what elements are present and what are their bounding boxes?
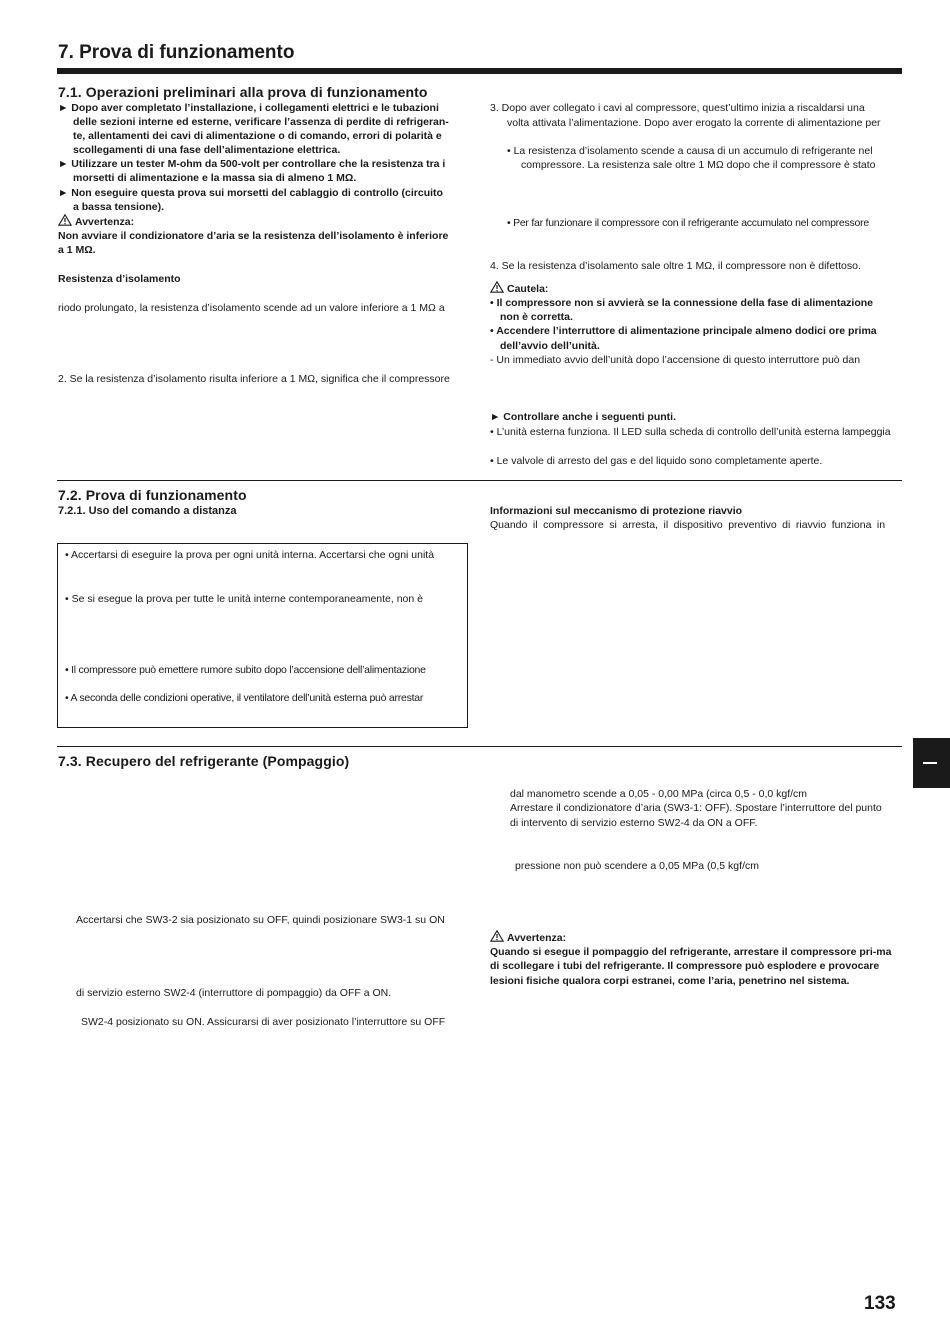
item-3-line-2: volta attivata l’alimentazione. Dopo aver erogato la corrente di alimentazione per: [507, 117, 881, 129]
pumpdown-step-text-2: di servizio esterno SW2-4 (interruttore di pompaggio) da OFF a ON.: [76, 987, 392, 999]
caution-3: - Un immediato avvio dell’unità dopo l’accensione di questo interruttore può dan: [490, 354, 861, 366]
bullet-3-line-2: a bassa tensione).: [73, 201, 165, 213]
section-7-2-heading: 7.2. Prova di funzionamento: [58, 487, 247, 503]
box-note-1: • Accertarsi di eseguire la prova per ogni unità interna. Accertarsi che ogni unità: [65, 549, 435, 561]
caution-2-line-1: • Accendere l’interruttore di alimentazione principale almeno dodici ore prima: [490, 325, 877, 337]
caution-label-text: Cautela:: [507, 283, 549, 295]
bullet-1-line-2: delle sezioni interne ed esterne, verificare l’assenza di perdite di refrigeran-: [73, 116, 449, 128]
box-note-2: • Se si esegue la prova per tutte le unità interne contemporaneamente, non è: [65, 593, 423, 605]
page-title: 7. Prova di funzionamento: [58, 42, 295, 63]
insulation-item-2: 2. Se la resistenza d’isolamento risulta inferiore a 1 MΩ, significa che il compressore: [58, 373, 450, 385]
pumpdown-step-text-1: Accertarsi che SW3-2 sia posizionato su OFF, quindi posizionare SW3-1 su ON: [76, 914, 445, 926]
item-4: 4. Se la resistenza d’isolamento sale oltre 1 MΩ, il compressore non è difettoso.: [490, 260, 861, 272]
check-heading: ► Controllare anche i seguenti punti.: [490, 411, 676, 423]
section-divider-7-2: [57, 480, 902, 481]
caution-1-line-1: • Il compressore non si avvierà se la connessione della fase di alimentazione: [490, 297, 873, 309]
warning-label-7-1: [58, 214, 134, 229]
bullet-2-line-2: morsetti di alimentazione e la massa sia di almeno 1 MΩ.: [73, 172, 357, 184]
page-number: 133: [864, 1293, 896, 1314]
insulation-text: riodo prolungato, la resistenza d’isolamento scende ad un valore inferiore a 1 MΩ a: [58, 302, 445, 314]
pumpdown-warning-line-1: Quando si esegue il pompaggio del refrigerante, arrestare il compressore pri-ma: [490, 946, 892, 958]
warning-text-line-2: a 1 MΩ.: [58, 244, 96, 256]
insulation-heading: Resistenza d’isolamento: [58, 273, 181, 285]
language-tab-mark: [923, 762, 937, 764]
caution-1-line-2: non è corretta.: [500, 311, 573, 323]
caution-2-line-2: dell’avvio dell’unità.: [500, 340, 600, 352]
warning-text-line-1: Non avviare il condizionatore d’aria se la resistenza dell’isolamento è inferiore: [58, 230, 449, 242]
section-divider-7-3: [57, 746, 902, 747]
pumpdown-warning-line-3: lesioni fisiche qualora corpi estranei, come l’aria, penetrino nel sistema.: [490, 975, 850, 987]
bullet-3-line-1: ► Non eseguire questa prova sui morsetti del cablaggio di controllo (circuito: [58, 187, 443, 199]
warning-triangle-icon: [490, 281, 504, 293]
box-note-3: • Il compressore può emettere rumore subito dopo l’accensione dell’alimentazione: [65, 664, 426, 676]
pumpdown-right-text-2: Arrestare il condizionatore d’aria (SW3-1: OFF). Spostare l’interruttore del punto: [510, 802, 882, 814]
check-item-2: • Le valvole di arresto del gas e del liquido sono completamente aperte.: [490, 455, 823, 467]
pumpdown-warning-line-2: di scollegare i tubi del refrigerante. Il compressore può esplodere e provocare: [490, 960, 880, 972]
section-7-3-heading: 7.3. Recupero del refrigerante (Pompaggio): [58, 753, 350, 769]
bullet-1-line-4: scollegamenti di una fase dell’alimentazione elettrica.: [73, 144, 341, 156]
caution-label: [490, 281, 548, 296]
warning-label-text: Avvertenza:: [507, 932, 567, 944]
item-3-line-1: 3. Dopo aver collegato i cavi al compressore, quest’ultimo inizia a riscaldarsi una: [490, 102, 865, 114]
pumpdown-right-text-4: pressione non può scendere a 0,05 MPa (0,5 kgf/cm: [515, 860, 759, 872]
bullet-1-line-3: te, allentamenti dei cavi di alimentazione o di comando, errori di polarità e: [73, 130, 442, 142]
warning-label-text: Avvertenza:: [75, 216, 135, 228]
language-tab: [913, 738, 950, 788]
section-7-1-heading: 7.1. Operazioni preliminari alla prova di funzionamento: [58, 84, 428, 100]
title-rule: [57, 68, 902, 74]
section-7-2-1-heading: 7.2.1. Uso del comando a distanza: [58, 505, 237, 517]
restart-protection-heading: Informazioni sul meccanismo di protezione riavvio: [490, 505, 743, 517]
sub-bullet-1-line-1: • La resistenza d’isolamento scende a causa di un accumulo di refrigerante nel: [507, 145, 873, 157]
box-note-4: • A seconda delle condizioni operative, il ventilatore dell’unità esterna può arrestar: [65, 692, 424, 704]
check-item-1: • L’unità esterna funziona. Il LED sulla scheda di controllo dell’unità esterna lampeggia: [490, 426, 891, 438]
restart-protection-text: Quando il compressore si arresta, il dispositivo preventivo di riavvio funziona in: [490, 519, 886, 531]
sub-bullet-2: • Per far funzionare il compressore con il refrigerante accumulato nel compressore: [507, 217, 869, 229]
pumpdown-step-text-3: SW2-4 posizionato su ON. Assicurarsi di aver posizionato l’interruttore su OFF: [81, 1016, 446, 1028]
warning-triangle-icon: [58, 214, 72, 226]
pumpdown-right-text-3: di intervento di servizio esterno SW2-4 da ON a OFF.: [510, 817, 758, 829]
bullet-2-line-1: ► Utilizzare un tester M-ohm da 500-volt per controllare che la resistenza tra i: [58, 158, 446, 170]
sub-bullet-1-line-2: compressore. La resistenza sale oltre 1 MΩ dopo che il compressore è stato: [521, 159, 876, 171]
bullet-1-line-1: ► Dopo aver completato l’installazione, i collegamenti elettrici e le tubazioni: [58, 102, 439, 114]
warning-label-7-3: [490, 930, 566, 945]
warning-triangle-icon: [490, 930, 504, 942]
pumpdown-right-text-1: dal manometro scende a 0,05 - 0,00 MPa (circa 0,5 - 0,0 kgf/cm: [510, 788, 808, 800]
